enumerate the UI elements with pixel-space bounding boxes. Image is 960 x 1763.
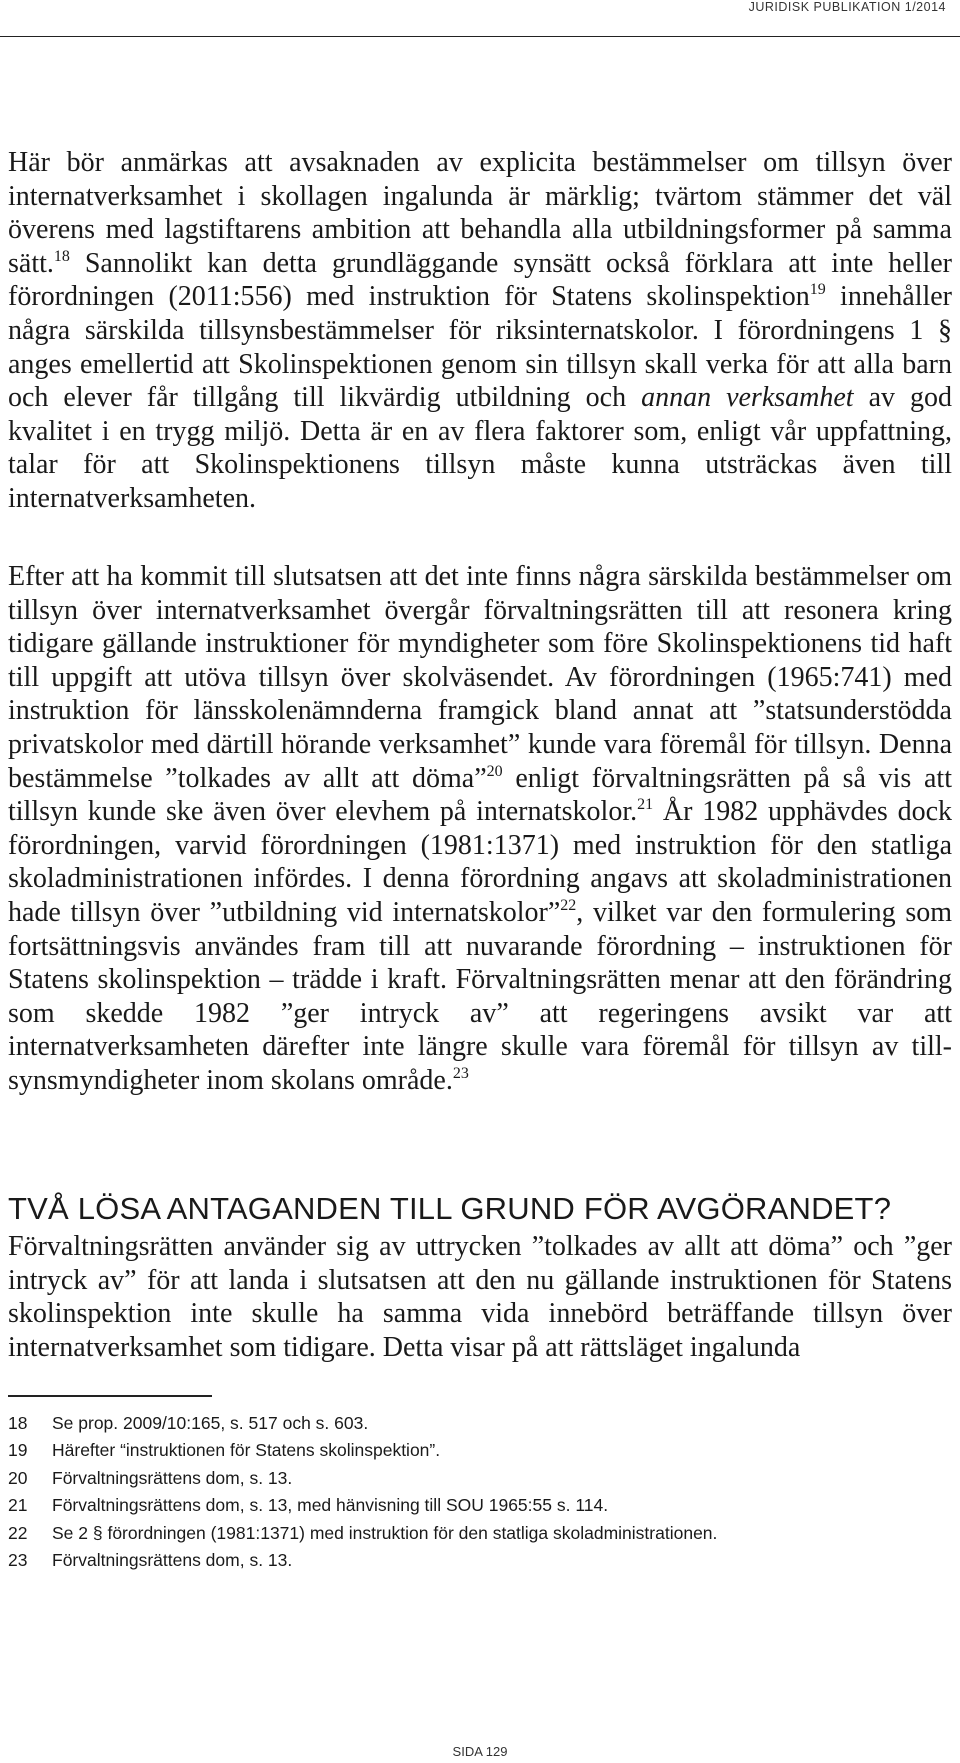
footnote-ref-21[interactable]: 21 bbox=[637, 796, 654, 814]
footnote-number: 19 bbox=[8, 1440, 28, 1461]
footnote-ref-20[interactable]: 20 bbox=[486, 762, 503, 780]
text-run: innehåller några särskilda tillsynsbestämmelser för riksinternatskolor. I förordningens 1 § anges emellertid att Skolinspektionen genom sin tillsyn skall verka för att alla barn och elever får tillgång till likvärdig utbildning och bbox=[8, 281, 953, 414]
footnote-text: Förvaltningsrättens dom, s. 13. bbox=[52, 1467, 293, 1488]
footnote bbox=[8, 1492, 952, 1519]
paragraph-2 bbox=[8, 560, 952, 1098]
text-run: Här bör anmärkas att avsaknaden av explicita bestämmelser om tillsyn över internatverksamhet i skollagen ingalunda är märklig; tvärtom stämmer det väl överens med lagstiftarens ambition att behandla alla utbildningsformer på samma sätt. bbox=[8, 147, 952, 279]
footnote-number: 21 bbox=[8, 1495, 28, 1516]
footnote-text: Se prop. 2009/10:165, s. 517 och s. 603. bbox=[52, 1413, 369, 1433]
footnote bbox=[8, 1437, 952, 1464]
text-run: Efter att ha kommit till slutsatsen att det inte finns några särskilda bestämmelser om tillsyn över internatverksamhet övergår förvaltningsrätten till att resonera kring tidigare gällande instruktioner för myndigheter som före Skolinspektionens tid haft till uppgift att utöva tillsyn över skolväsendet. Av förordningen (1965:741) med instruktion för länsskolenämnderna framgick bland annat att ”statsunderstödda privatskolor med därtill hörande verksamhet” kunde vara föremål för tillsyn. Denna bestämmelse ”tolkades av allt att döma” bbox=[8, 561, 952, 794]
footnote-ref-22[interactable]: 22 bbox=[560, 896, 577, 914]
footnote bbox=[8, 1410, 952, 1437]
text-run: År 1982 upphävdes dock förordningen, varvid förordningen (1981:1371) med instruktion för den statliga skoladministrationen infördes. I denna förordning angavs att skoladministrationen hade tillsyn över ”utbildning vid internatskolor” bbox=[8, 796, 952, 928]
section-heading: TVÅ LÖSA ANTAGANDEN TILL GRUND FÖR AVGÖRANDET? bbox=[8, 1191, 892, 1226]
text-run: enligt förvaltningsrätten på så vis att tillsyn kunde ske även över elevhem på internatskolor. bbox=[8, 762, 952, 828]
footnote-text: Förvaltningsrättens dom, s. 13, med hänvisning till SOU 1965:55 s. 114. bbox=[52, 1495, 609, 1516]
page-number: SIDA 129 bbox=[452, 1744, 508, 1759]
text-run: Sannolikt kan detta grundläggande synsätt också förklara att inte heller förordningen (2011:556) med instruktion för Statens skolinspektion bbox=[8, 247, 952, 313]
footnote-ref-19[interactable]: 19 bbox=[809, 281, 826, 299]
footnote bbox=[8, 1547, 952, 1574]
footnote-ref-18[interactable]: 18 bbox=[53, 247, 70, 265]
footnote-number: 22 bbox=[8, 1522, 28, 1543]
text-run: Förvaltningsrätten använder sig av uttrycken ”tolkades av allt att döma” och ”ger intryck av” för att landa i slutsatsen att den nu gällande instruktionen för Statens skolinspektion inte skulle ha samma vida innebörd beträffande tillsyn över internatverksamhet som tidigare. Detta visar på att rättsläget ingalunda bbox=[8, 1231, 952, 1363]
footnote-text: Härefter “instruktionen för Statens skolinspektion”. bbox=[52, 1440, 441, 1461]
text-run: av god kvalitet i en trygg miljö. Detta är en av flera faktorer som, enligt vår uppfattning, talar för att Skolinspektionens tillsyn måste kunna utsträckas även till internatverksamheten. bbox=[8, 382, 952, 514]
footnote-text: Förvaltningsrättens dom, s. 13. bbox=[52, 1549, 293, 1570]
footnote-number: 23 bbox=[8, 1549, 28, 1570]
footnote-number: 18 bbox=[8, 1413, 28, 1433]
text-run: , vilket var den formulering som fortsättningsvis användes fram till att nuvarande förordning – instruktionen för Statens skolinspektion – trädde i kraft. Förvaltningsrätten menar att den förändring som skedde 1982 ”ger intryck av” att regeringens avsikt var att internatverksamheten därefter inte längre skulle vara föremål för tillsyn av tillsynsmyndigheter inom skolans område. bbox=[8, 896, 953, 1096]
footnote-divider bbox=[8, 1395, 212, 1397]
running-head bbox=[0, 0, 960, 37]
footnote bbox=[8, 1465, 952, 1492]
paragraph-3 bbox=[8, 1230, 952, 1364]
journal-title: JURIDISK PUBLIKATION 1/2014 bbox=[748, 0, 946, 14]
footnote-text: Se 2 § förordningen (1981:1371) med instruktion för den statliga skoladministrationen. bbox=[52, 1522, 718, 1543]
footnote bbox=[8, 1520, 952, 1547]
paragraph-1 bbox=[8, 146, 952, 516]
footnote-number: 20 bbox=[8, 1467, 28, 1488]
footnotes bbox=[8, 1410, 952, 1574]
footnote-ref-23[interactable]: 23 bbox=[452, 1064, 469, 1082]
emphasis-text: annan verksamhet bbox=[641, 382, 854, 414]
